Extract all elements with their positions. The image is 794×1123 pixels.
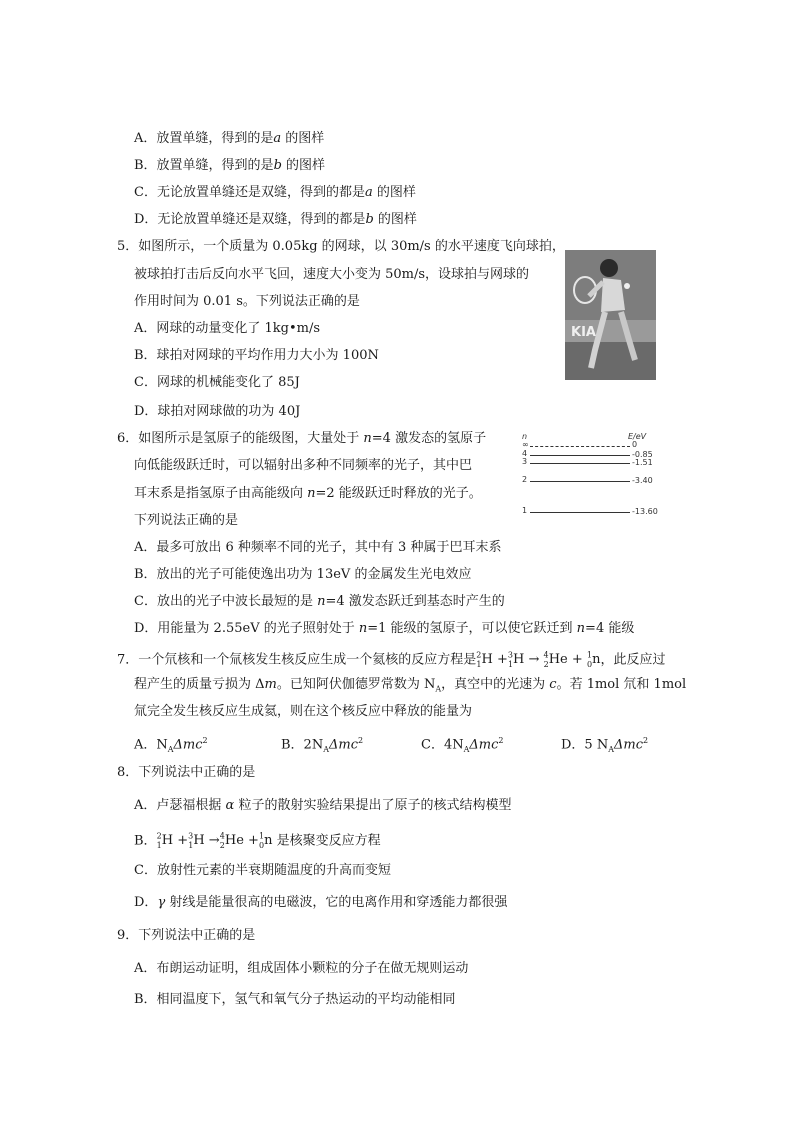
q5-option-b: B．球拍对网球的平均作用力大小为 100N (134, 348, 379, 363)
q4-option-d: D．无论放置单缝还是双缝，得到的都是b 的图样 (134, 212, 417, 227)
q5-stem-line-3: 作用时间为 0.01 s。下列说法正确的是 (134, 294, 360, 309)
q5-stem-line-1: 5．如图所示，一个质量为 0.05kg 的网球，以 30m/s 的水平速度飞向球拍， (117, 239, 565, 254)
q7-option-d: D．5 $N_A\Delta mc^2$ (561, 736, 649, 754)
q9-option-b: B．相同温度下，氢气和氧气分子热运动的平均动能相同 (134, 992, 456, 1007)
q7-option-c: C．$4N_A\Delta mc^2$ (421, 736, 504, 754)
q6-option-d: D．用能量为 2.55eV 的光子照射处于 n=1 能级的氢原子，可以使它跃迁到 n=4 能级 (134, 621, 635, 636)
q5-option-a: A．网球的动量变化了 1kg•m/s (134, 321, 321, 336)
q6-option-c: C．放出的光子中波长最短的是 n=4 激发态跃迁到基态时产生的 (134, 594, 505, 609)
q8-option-d: D．γ 射线是能量很高的电磁波，它的电离作用和穿透能力都很强 (134, 895, 508, 910)
level-line-2 (530, 481, 630, 482)
level-label-1: 1 (522, 506, 528, 515)
q9-option-a: A．布朗运动证明，组成固体小颗粒的分子在做无规则运动 (134, 961, 469, 976)
q6-option-b: B．放出的光子可能使逸出功为 13eV 的金属发生光电效应 (134, 567, 472, 582)
level-line-4 (530, 455, 630, 456)
level-energy-2: -3.40 (632, 476, 653, 485)
level-label-2: 2 (522, 475, 528, 484)
banner-logo-text: KIA (571, 325, 596, 340)
level-label-inf: ∞ (522, 440, 529, 449)
energy-level-diagram (520, 432, 660, 522)
level-label-4: 4 (522, 449, 528, 458)
q6-stem-line-4: 下列说法正确的是 (134, 513, 239, 528)
q5-option-d: D．球拍对网球做的功为 40J (134, 404, 301, 419)
q7-option-b: B．$2N_A\Delta mc^2$ (281, 736, 364, 754)
q8-stem: 8．下列说法中正确的是 (117, 765, 256, 780)
q8-reaction-equation: $^2_1$H +$^3_1$H →$^4_2$He +$^1_0$n (156, 832, 277, 850)
q6-stem-line-2: 向低能级跃迁时，可以辐射出多种不同频率的光子，其中巴 (134, 458, 473, 473)
level-energy-inf: 0 (632, 440, 638, 449)
q7-option-a: A．$N_A\Delta mc^2$ (134, 736, 208, 754)
q7-stem-line-2: 程产生的质量亏损为 Δm。已知阿伏伽德罗常数为 $N_A$，真空中的光速为 c。若 1mol 氘和 1mol (134, 677, 687, 694)
q5-stem-line-2: 被球拍打击后反向水平飞回，速度大小变为 50m/s，设球拍与网球的 (134, 267, 530, 282)
tennis-player-illustration (565, 250, 656, 380)
photo-court (565, 342, 656, 380)
q6-stem-line-3: 耳末系是指氢原子由高能级向 n=2 能级跃迁时释放的光子。 (134, 486, 482, 501)
q4-option-c: C．无论放置单缝还是双缝，得到的都是a 的图样 (134, 185, 416, 200)
tennis-player-photo (565, 250, 656, 380)
player-head (600, 259, 618, 277)
q6-stem-line-1: 6．如图所示是氢原子的能级图，大量处于 n=4 激发态的氢原子 (117, 431, 487, 446)
diagram-energy-header: E/eV (628, 432, 647, 441)
q4-option-b: B．放置单缝，得到的是b 的图样 (134, 158, 326, 173)
diagram-n-header: n (522, 432, 528, 441)
level-label-3: 3 (522, 457, 528, 466)
level-line-inf (530, 446, 630, 447)
player-torso (601, 278, 625, 312)
level-energy-1: -13.60 (632, 507, 658, 516)
q4-option-a: A．放置单缝，得到的是a 的图样 (134, 131, 325, 146)
level-line-3 (530, 463, 630, 464)
q8-option-c: C．放射性元素的半衰期随温度的升高而变短 (134, 863, 391, 878)
q5-option-c: C．网球的机械能变化了 85J (134, 375, 300, 390)
level-line-1 (530, 512, 630, 513)
tennis-ball-icon (624, 283, 630, 289)
q8-option-b: B．$^2_1$H +$^3_1$H →$^4_2$He +$^1_0$n 是核聚变反应方程 (134, 832, 381, 850)
q9-stem: 9．下列说法中正确的是 (117, 928, 256, 943)
level-energy-4: -0.85 (632, 450, 653, 459)
q7-stem-line-3: 氚完全发生核反应生成氦，则在这个核反应中释放的能量为 (134, 704, 473, 719)
q6-option-a: A．最多可放出 6 种频率不同的光子，其中有 3 种属于巴耳末系 (134, 540, 502, 555)
q7-reaction-equation: $^2_1$H +$^3_1$H → $^4_2$He + $^1_0$n (476, 651, 601, 669)
q7-stem-line-1: 7．一个氘核和一个氚核发生核反应生成一个氦核的反应方程是$^2_1$H +$^3_1$H → $^4_2$He + $^1_0$n，此反应过 (117, 651, 666, 669)
level-energy-3: -1.51 (632, 458, 653, 467)
q8-option-a: A．卢瑟福根据 α 粒子的散射实验结果提出了原子的核式结构模型 (134, 798, 512, 813)
